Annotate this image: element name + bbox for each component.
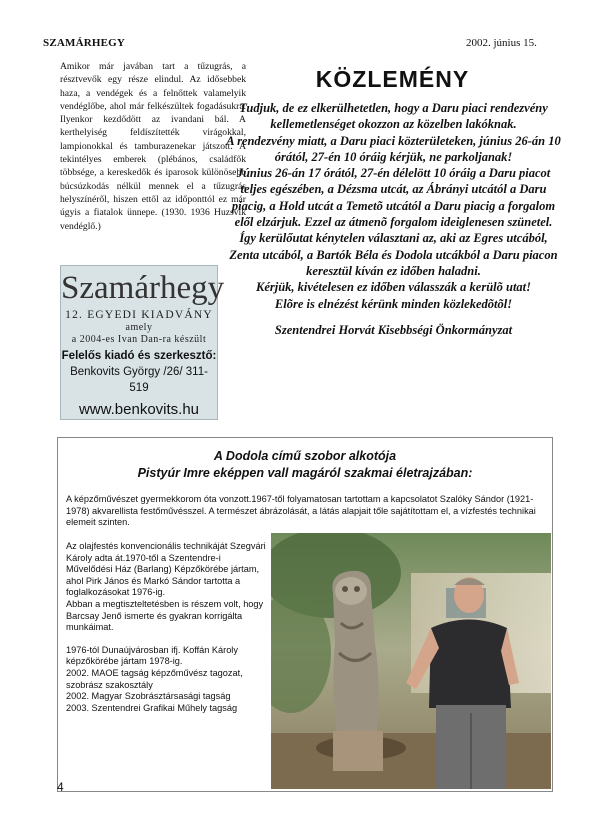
article-title-line2: Pistyúr Imre eképpen vall magáról szakmai életrajzában:	[137, 466, 473, 480]
notice-paragraph: Tudjuk, de ez elkerülhetetlen, hogy a Daru piaci rendezvény kellemetlenséget okozzon az közelben lakóknak.	[239, 101, 548, 132]
article-list-item: 2002. Magyar Szobrásztársasági tagság	[66, 691, 231, 702]
notice-paragraph: Kérjük, kivételesen ez időben válasszák a kerülõ utat!	[256, 280, 531, 295]
ad-made-by: a 2004-es Ivan Dan-ra készült	[71, 334, 207, 345]
article-paragraph: Az olajfestés konvencionális technikáját Szegvári Károly adta át.1970-től a Szentendre-i Művelődési Ház (Barlang) Képzőkörébe jártam, ahol Pirk János és Markó Sándor tartotta a foglalkozásokat 1976-ig.	[66, 541, 266, 598]
ad-title: Szamárhegy	[61, 270, 225, 306]
article-box	[57, 437, 553, 792]
ad-publisher-label: Felelős kiadó és szerkesztő:	[61, 350, 217, 362]
notice-signature: Szentendrei Horvát Kisebbségi Önkormányzat	[274, 322, 513, 337]
article-paragraph: Abban a megtiszteltetésben is részem volt, hogy Barcsay Jenő ismerte és gyakran korrigálta munkáimat.	[66, 598, 264, 633]
notice-paragraph: Elõre is elnézést kérünk minden közlekedõtõl!	[274, 296, 513, 311]
publication-ad-box	[60, 265, 225, 420]
article-title-line1: A Dodola című szobor alkotója	[213, 449, 397, 463]
article-intro-paragraph: A képzőművészet gyermekkorom óta vonzott.1967-től folyamatosan tartottam a kapcsolatot Szalóky Sándor (1921-1978) akvarellista festőművésszel. A természet ábrázolását, a látás alapjait tőle sajátítottam el, a vízfestés technikai elemeit szinten.	[66, 494, 536, 528]
notice-paragraph: A rendezvény miatt, a Daru piaci közterületeken, június 26-án 10 órától, 27-én 10 óráig kérjük, ne parkoljanak!	[226, 133, 561, 164]
sculptor-photo	[271, 533, 551, 789]
notice-title: KÖZLEMÉNY	[315, 66, 470, 92]
header-date: 2002. június 15.	[466, 37, 537, 49]
sculptor-photo-image	[271, 533, 551, 789]
article-list-item: 1976-tól Dunaújvárosban ifj. Koffán Károly képzőkörébe jártam 1978-ig.	[66, 644, 238, 667]
page-number: 4	[57, 780, 64, 794]
left-column-text: Amikor már javában tart a tűzugrás, a résztvevők egy része elindul. Az idősebbek haza, a vendégek és a felnőttek valamelyik vendéglőbe, ahol már felkészültek fogadásukra. Ilyenkor kezdődött az ivandani bál. A kerthelyiség feldíszítették virágokkal, lampionokkal és tamburazenekar játszott. A tekintélyes emberek (plébános, családfők többsége, a kereskedők és iparosok különösebb búcsúzkodás nélkül mennek el a tűzugrás helyszínéről, hiszen ettől az időponttól ez már úgyis a fiatalok ünnepe. (1930. 1936 Huzsvik vendéglő.)	[60, 61, 246, 232]
article-bio	[66, 541, 266, 714]
notice-paragraph: Június 26-án 17 órától, 27-én délelött 10 óráig a Daru piacot teljes egészében, a Dézsma utcát, az Ábrányi utcától a Daru piacig, a Hold utcát a Temetõ utcától a Daru piacig a forgalom elől elzárjuk. Ezzel az átmenõ forgalom ideiglenesen szünetel. Így kerülőutat kénytelen választani az, aki az Egres utcából, Zenta utcából, a Bartók Béla és Dodola utcákból a Daru piacon keresztül kíván ez időben haladni.	[229, 166, 558, 278]
article-intro	[66, 494, 546, 529]
ad-publisher-name: Benkovits György /26/ 311-519	[70, 366, 208, 394]
article-list-item: 2002. MAOE tagság képzőművész tagozat, szobrász szakosztály	[66, 667, 243, 690]
running-header-title: SZAMÁRHEGY	[43, 37, 126, 49]
ad-amely: amely	[125, 322, 153, 333]
ad-edition: 12. EGYEDI KIADVÁNY	[65, 309, 213, 321]
article-list-item: 2003. Szentendrei Grafikai Műhely tagság	[66, 702, 238, 713]
notice-body	[226, 100, 561, 338]
ad-website-link[interactable]: www.benkovits.hu	[78, 401, 200, 418]
article-title	[58, 448, 552, 482]
